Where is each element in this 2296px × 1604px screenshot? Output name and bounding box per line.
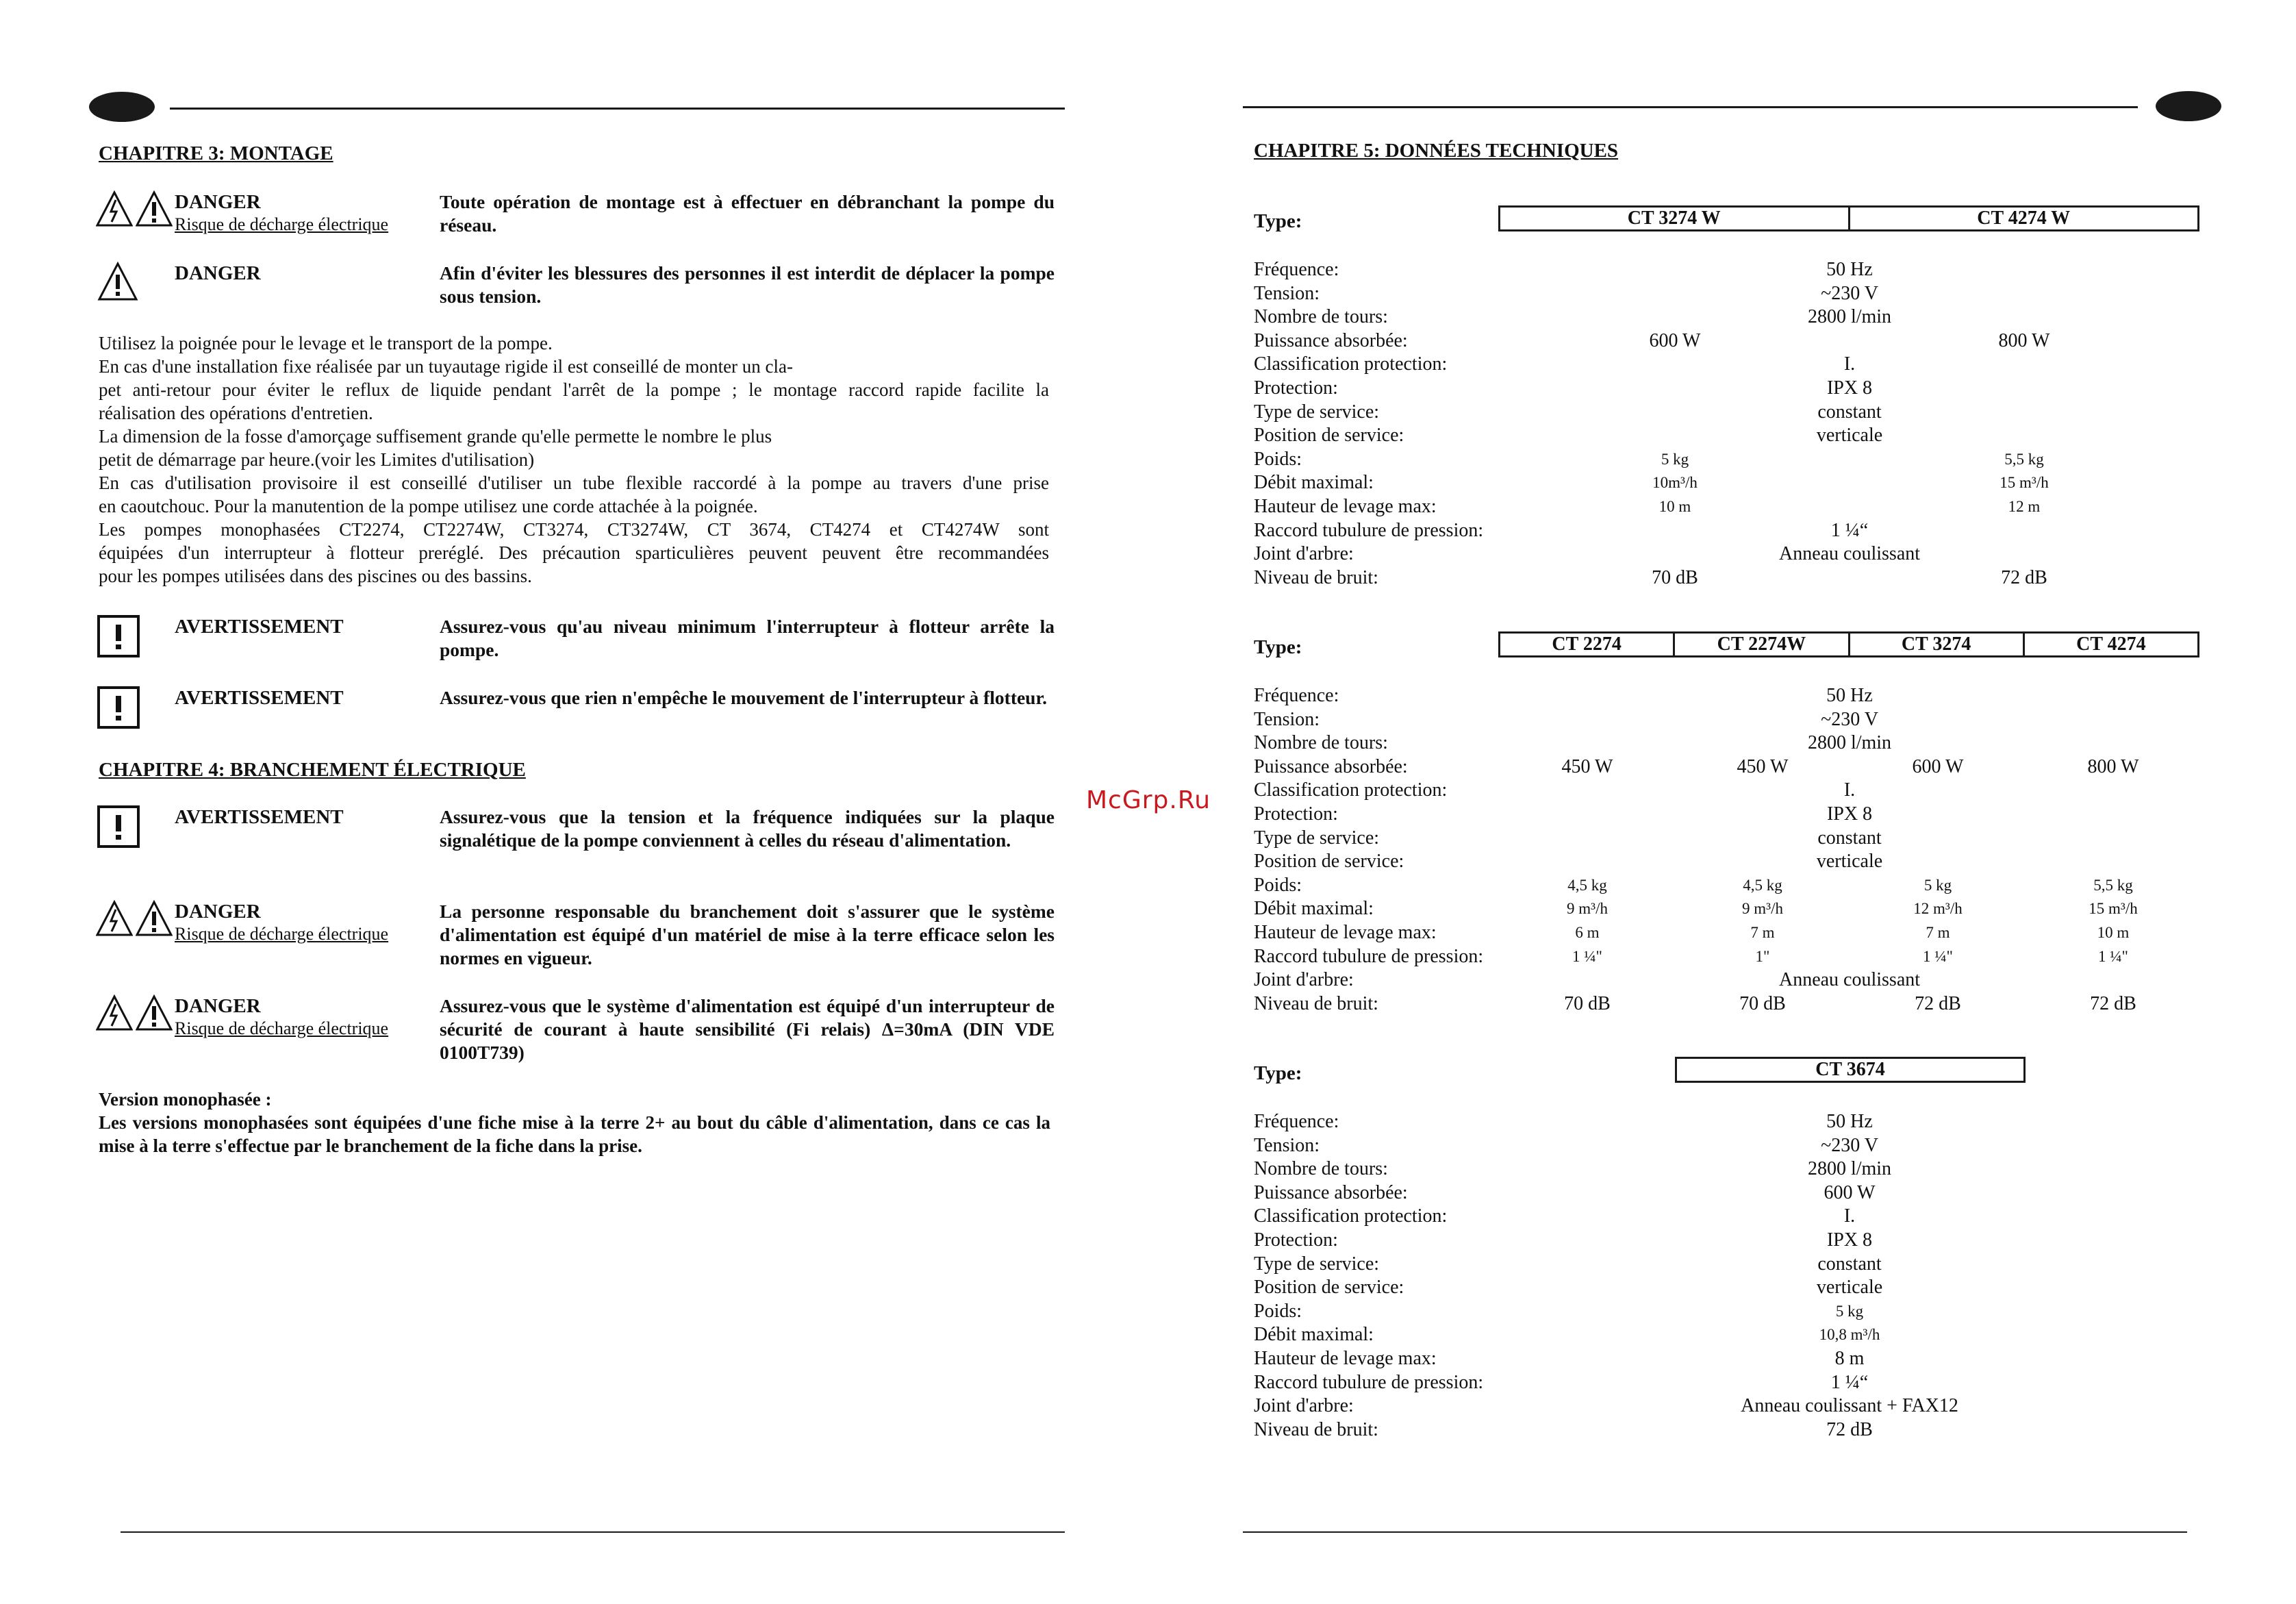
- type-label: Type:: [1254, 210, 1302, 232]
- spec-value: 600 W: [1649, 329, 1701, 351]
- spec-value: 72 dB: [2090, 992, 2136, 1014]
- type-label: Type:: [1254, 1062, 1302, 1084]
- spec-label: Puissance absorbée:: [1254, 755, 1408, 777]
- spec-value: Anneau coulissant: [1778, 543, 1921, 565]
- spec-label: Joint d'arbre:: [1254, 543, 1354, 565]
- spec-label: Fréquence:: [1254, 1111, 1339, 1132]
- spec-value: 600 W: [1912, 755, 1964, 777]
- spec-value: 50 Hz: [1826, 685, 1873, 706]
- spec-label: Raccord tubulure de pression:: [1254, 519, 1484, 541]
- spec-value: 2800 l/min: [1807, 732, 1892, 754]
- exclamation-box-icon: [97, 805, 140, 848]
- spec-label: Poids:: [1254, 448, 1302, 470]
- exclamation-box-icon: [97, 615, 140, 657]
- spec-value: 70 dB: [1564, 992, 1611, 1014]
- spec-label: Tension:: [1254, 1134, 1320, 1156]
- spec-label: Tension:: [1254, 282, 1320, 304]
- spec-row: [1254, 1348, 2212, 1371]
- watermark: McGrp.Ru: [1086, 786, 1211, 814]
- spec-row: [1254, 709, 2212, 732]
- spec-value: 72 dB: [1826, 1418, 1873, 1440]
- warning-text: Assurez-vous que la tension et la fréquence indiquées sur la plaque signalétique de la pompe conviennent à celles du réseau d'alimentation.: [440, 806, 1055, 851]
- spec-label: Niveau de bruit:: [1254, 1418, 1378, 1440]
- spec-label: Niveau de bruit:: [1254, 566, 1378, 588]
- spec-row: [1254, 1135, 2212, 1158]
- spec-row: [1254, 567, 2212, 590]
- spec-label: Type de service:: [1254, 401, 1380, 423]
- spec-value: ~230 V: [1821, 1134, 1878, 1156]
- spec-label: Débit maximal:: [1254, 898, 1374, 920]
- mono-version-title: Version monophasée :: [99, 1089, 272, 1110]
- spec-label: Fréquence:: [1254, 685, 1339, 706]
- spec-row: [1254, 472, 2212, 495]
- spec-value: 4,5 kg: [1743, 876, 1782, 894]
- model-cell: CT 3274 W: [1627, 208, 1721, 229]
- warning-title: AVERTISSEMENT: [175, 687, 344, 709]
- spec-row: [1254, 946, 2212, 969]
- spec-row: [1254, 1158, 2212, 1181]
- warning-title: AVERTISSEMENT: [175, 806, 344, 828]
- spec-row: [1254, 1111, 2212, 1134]
- warning-avertissement-1: [96, 615, 1055, 670]
- spec-value: 50 Hz: [1826, 1111, 1873, 1132]
- spec-value: ~230 V: [1821, 708, 1878, 730]
- spec-row: [1254, 685, 2212, 708]
- spec-label: Tension:: [1254, 708, 1320, 730]
- warning-subtitle: Risque de décharge électrique: [175, 1018, 389, 1038]
- spec-value: 70 dB: [1739, 992, 1786, 1014]
- spec-row: [1254, 1419, 2212, 1442]
- spec-value: 2800 l/min: [1807, 1158, 1892, 1180]
- spec-label: Nombre de tours:: [1254, 732, 1388, 754]
- spec-label: Fréquence:: [1254, 259, 1339, 280]
- spec-value: 1 ¼“: [1830, 519, 1869, 541]
- model-cell: CT 4274 W: [1848, 208, 2198, 229]
- spec-value: 9 m³/h: [1742, 900, 1783, 918]
- spec-value: 50 Hz: [1826, 259, 1873, 280]
- spec-value: 8 m: [1834, 1348, 1865, 1369]
- spec-row: [1254, 1253, 2212, 1277]
- spec-value: 70 dB: [1652, 566, 1698, 588]
- spec-value: constant: [1817, 401, 1882, 423]
- warning-title: DANGER: [175, 262, 261, 284]
- spec-row: [1254, 330, 2212, 353]
- spec-value: constant: [1817, 827, 1882, 849]
- warning-title: AVERTISSEMENT: [175, 616, 344, 638]
- spec-value: 2800 l/min: [1807, 306, 1892, 328]
- spec-value: 5 kg: [1923, 876, 1952, 894]
- spec-value: 1 ¼“: [1830, 1371, 1869, 1393]
- warning-text: Assurez-vous que le système d'alimentation est équipé d'un interrupteur de sécurité de courant à haute sensibilité (Fi relais) Δ=30mA (DIN VDE 0100T739): [440, 995, 1055, 1063]
- spec-row: [1254, 449, 2212, 472]
- spec-label: Nombre de tours:: [1254, 1158, 1388, 1180]
- spec-value: verticale: [1816, 425, 1883, 447]
- spec-value: 15 m³/h: [1999, 474, 2049, 492]
- spec-row: [1254, 1205, 2212, 1229]
- chapter5-title: CHAPITRE 5: DONNÉES TECHNIQUES: [1254, 140, 1619, 162]
- spec-value: 5,5 kg: [2093, 876, 2133, 894]
- spec-row: [1254, 875, 2212, 898]
- spec-row: [1254, 803, 2212, 827]
- spec-value: 6 m: [1575, 924, 1600, 941]
- warning-subtitle: Risque de décharge électrique: [175, 214, 389, 234]
- spec-label: Classification protection:: [1254, 779, 1448, 801]
- paragraph-line: réalisation des opérations d'entretien.: [99, 403, 373, 423]
- spec-value: verticale: [1816, 851, 1883, 873]
- spec-row: [1254, 425, 2212, 448]
- spec-value: 15 m³/h: [2089, 900, 2138, 918]
- warning-danger-electric-4: [96, 994, 1055, 1070]
- model-cell: CT 4274: [2023, 634, 2197, 655]
- spec-row: [1254, 851, 2212, 874]
- spec-row: [1254, 306, 2212, 329]
- spec-label: Protection:: [1254, 377, 1338, 399]
- paragraph-line: en caoutchouc. Pour la manutention de la pompe utilisez une corde attachée à la poignée.: [99, 496, 758, 516]
- model-cell: CT 3674: [1815, 1059, 1885, 1080]
- paragraph-line: petit de démarrage par heure.(voir les Limites d'utilisation): [99, 449, 535, 470]
- paragraph-line: En cas d'utilisation provisoire il est conseillé d'utiliser un tube flexible raccordé à la pompe au travers d'une prise: [99, 473, 1049, 493]
- spec-value: 7 m: [1750, 924, 1775, 941]
- chapter3-title: CHAPITRE 3: MONTAGE: [99, 142, 333, 164]
- paragraph-line: La dimension de la fosse d'amorçage suffisement grande qu'elle permette le nombre le plus: [99, 426, 772, 447]
- spec-value: 10 m: [1658, 498, 1691, 515]
- spec-row: [1254, 401, 2212, 425]
- model-header-table1: [1498, 205, 2199, 231]
- spec-value: 5 kg: [1835, 1302, 1864, 1320]
- spec-label: Puissance absorbée:: [1254, 329, 1408, 351]
- spec-value: 1 ¼": [1572, 947, 1602, 965]
- spec-value: 10m³/h: [1652, 474, 1698, 492]
- spec-label: Poids:: [1254, 874, 1302, 896]
- spec-label: Type de service:: [1254, 1253, 1380, 1275]
- spec-value: IPX 8: [1826, 377, 1873, 399]
- electric-hazard-icon: [96, 190, 173, 227]
- warning-text: Afin d'éviter les blessures des personnes il est interdit de déplacer la pompe sous tension.: [440, 262, 1055, 307]
- footer-rule-left: [121, 1531, 1065, 1533]
- spec-row: [1254, 1324, 2212, 1347]
- model-cell: CT 3274: [1848, 634, 2023, 655]
- type-label: Type:: [1254, 636, 1302, 658]
- exclamation-box-icon: [97, 686, 140, 729]
- spec-value: 7 m: [1926, 924, 1950, 941]
- spec-value: ~230 V: [1821, 282, 1878, 304]
- model-cell: CT 2274: [1552, 634, 1622, 655]
- spec-value: 800 W: [1998, 329, 2050, 351]
- warning-text: Assurez-vous qu'au niveau minimum l'interrupteur à flotteur arrête la pompe.: [440, 616, 1055, 660]
- spec-row: [1254, 1395, 2212, 1418]
- spec-value: 450 W: [1561, 755, 1613, 777]
- spec-label: Classification protection:: [1254, 1205, 1448, 1227]
- spec-value: IPX 8: [1826, 1229, 1873, 1251]
- warning-text: Assurez-vous que rien n'empêche le mouvement de l'interrupteur à flotteur.: [440, 687, 1048, 708]
- warning-danger-electric-3: [96, 900, 1055, 975]
- warning-title: DANGER: [175, 191, 261, 213]
- spec-row: [1254, 259, 2212, 282]
- page-tab-marker-left: [89, 92, 155, 122]
- spec-value: I.: [1843, 353, 1856, 375]
- spec-row: [1254, 1182, 2212, 1205]
- spec-value: 72 dB: [2001, 566, 2047, 588]
- paragraph-line: En cas d'une installation fixe réalisée par un tuyautage rigide il est conseillé de monter un cla-: [99, 356, 794, 377]
- header-rule-left: [170, 108, 1065, 110]
- spec-row: [1254, 353, 2212, 377]
- warning-subtitle: Risque de décharge électrique: [175, 924, 389, 944]
- spec-value: 10,8 m³/h: [1819, 1326, 1880, 1344]
- spec-row: [1254, 779, 2212, 803]
- spec-label: Débit maximal:: [1254, 1324, 1374, 1346]
- spec-value: 450 W: [1737, 755, 1789, 777]
- spec-value: 600 W: [1824, 1181, 1876, 1203]
- spec-value: 1 ¼": [2098, 947, 2128, 965]
- warning-text: La personne responsable du branchement doit s'assurer que le système d'alimentation est équipé d'un matériel de mise à la terre efficace selon les normes en vigueur.: [440, 901, 1055, 968]
- warning-avertissement-3: [96, 805, 1055, 881]
- spec-label: Hauteur de levage max:: [1254, 496, 1437, 517]
- spec-label: Hauteur de levage max:: [1254, 1348, 1437, 1369]
- spec-value: 4,5 kg: [1567, 876, 1607, 894]
- spec-row: [1254, 496, 2212, 519]
- model-cell: CT 2274W: [1673, 634, 1847, 655]
- montage-paragraph: [99, 331, 1049, 588]
- spec-row: [1254, 1372, 2212, 1395]
- electric-hazard-icon: [96, 994, 173, 1031]
- hazard-triangle-icon: [97, 262, 138, 301]
- spec-value: verticale: [1816, 1277, 1883, 1299]
- spec-label: Débit maximal:: [1254, 472, 1374, 494]
- spec-row: [1254, 993, 2212, 1016]
- spec-label: Position de service:: [1254, 1277, 1404, 1299]
- paragraph-line: Les pompes monophasées CT2274, CT2274W, CT3274, CT3274W, CT 3674, CT4274 et CT4274W sont: [99, 519, 1049, 540]
- spec-row: [1254, 1277, 2212, 1300]
- spec-value: constant: [1817, 1253, 1882, 1275]
- spec-label: Nombre de tours:: [1254, 306, 1388, 328]
- spec-value: Anneau coulissant: [1778, 969, 1921, 991]
- spec-row: [1254, 377, 2212, 401]
- spec-label: Raccord tubulure de pression:: [1254, 945, 1484, 967]
- paragraph-line: équipées d'un interrupteur à flotteur preréglé. Des précaution sparticulières peuvent peuvent être recommandées: [99, 542, 1049, 563]
- spec-label: Raccord tubulure de pression:: [1254, 1371, 1484, 1393]
- spec-value: IPX 8: [1826, 803, 1873, 825]
- mono-version-text: Les versions monophasées sont équipées d'une fiche mise à la terre 2+ au bout du câble d'alimentation, dans ce cas la mise à la terre s'effectue par le branchement de la fiche dans la prise.: [99, 1112, 1050, 1156]
- warning-title: DANGER: [175, 995, 261, 1017]
- spec-row: [1254, 732, 2212, 755]
- model-header-table2: [1498, 631, 2199, 657]
- spec-value: 5,5 kg: [2004, 450, 2044, 468]
- spec-label: Position de service:: [1254, 425, 1404, 447]
- spec-label: Position de service:: [1254, 851, 1404, 873]
- spec-row: [1254, 283, 2212, 306]
- model-header-table3: [1675, 1057, 2026, 1083]
- spec-row: [1254, 520, 2212, 543]
- spec-label: Hauteur de levage max:: [1254, 922, 1437, 943]
- spec-value: 10 m: [2097, 924, 2130, 941]
- paragraph-line: pour les pompes utilisées dans des piscines ou des bassins.: [99, 566, 532, 586]
- spec-row: [1254, 543, 2212, 566]
- paragraph-line: pet anti-retour pour éviter le reflux de liquide pendant l'arrêt de la pompe ; le montage raccord rapide facilite la: [99, 379, 1049, 400]
- spec-label: Niveau de bruit:: [1254, 992, 1378, 1014]
- spec-label: Protection:: [1254, 803, 1338, 825]
- warning-title: DANGER: [175, 901, 261, 923]
- spec-row: [1254, 969, 2212, 992]
- spec-value: 72 dB: [1915, 992, 1961, 1014]
- chapter4-title: CHAPITRE 4: BRANCHEMENT ÉLECTRIQUE: [99, 759, 526, 781]
- spec-row: [1254, 1301, 2212, 1324]
- spec-row: [1254, 898, 2212, 921]
- warning-avertissement-2: [96, 686, 1055, 741]
- spec-label: Classification protection:: [1254, 353, 1448, 375]
- electric-hazard-icon: [96, 900, 173, 937]
- spec-row: [1254, 922, 2212, 945]
- footer-rule-right: [1243, 1531, 2187, 1533]
- spec-value: 12 m: [2008, 498, 2041, 515]
- spec-label: Poids:: [1254, 1300, 1302, 1322]
- spec-value: 1 ¼": [1923, 947, 1953, 965]
- warning-text: Toute opération de montage est à effectuer en débranchant la pompe du réseau.: [440, 191, 1055, 236]
- spec-value: I.: [1843, 1205, 1856, 1227]
- header-rule-right: [1243, 106, 2138, 108]
- spec-label: Puissance absorbée:: [1254, 1181, 1408, 1203]
- spec-label: Joint d'arbre:: [1254, 1395, 1354, 1417]
- warning-danger-electric-1: [96, 190, 1055, 245]
- spec-value: 9 m³/h: [1567, 900, 1608, 918]
- spec-label: Protection:: [1254, 1229, 1338, 1251]
- spec-row: [1254, 827, 2212, 851]
- spec-row: [1254, 756, 2212, 779]
- paragraph-line: Utilisez la poignée pour le levage et le transport de la pompe.: [99, 333, 553, 353]
- page-tab-marker-right: [2156, 91, 2221, 121]
- spec-label: Type de service:: [1254, 827, 1380, 849]
- spec-label: Joint d'arbre:: [1254, 969, 1354, 991]
- spec-value: 1": [1755, 947, 1770, 965]
- spec-value: 800 W: [2087, 755, 2139, 777]
- spec-value: 12 m³/h: [1913, 900, 1963, 918]
- spec-value: 5 kg: [1661, 450, 1689, 468]
- spec-value: I.: [1843, 779, 1856, 801]
- spec-value: Anneau coulissant + FAX12: [1741, 1395, 1958, 1417]
- warning-danger-2: [96, 262, 1055, 316]
- spec-row: [1254, 1229, 2212, 1253]
